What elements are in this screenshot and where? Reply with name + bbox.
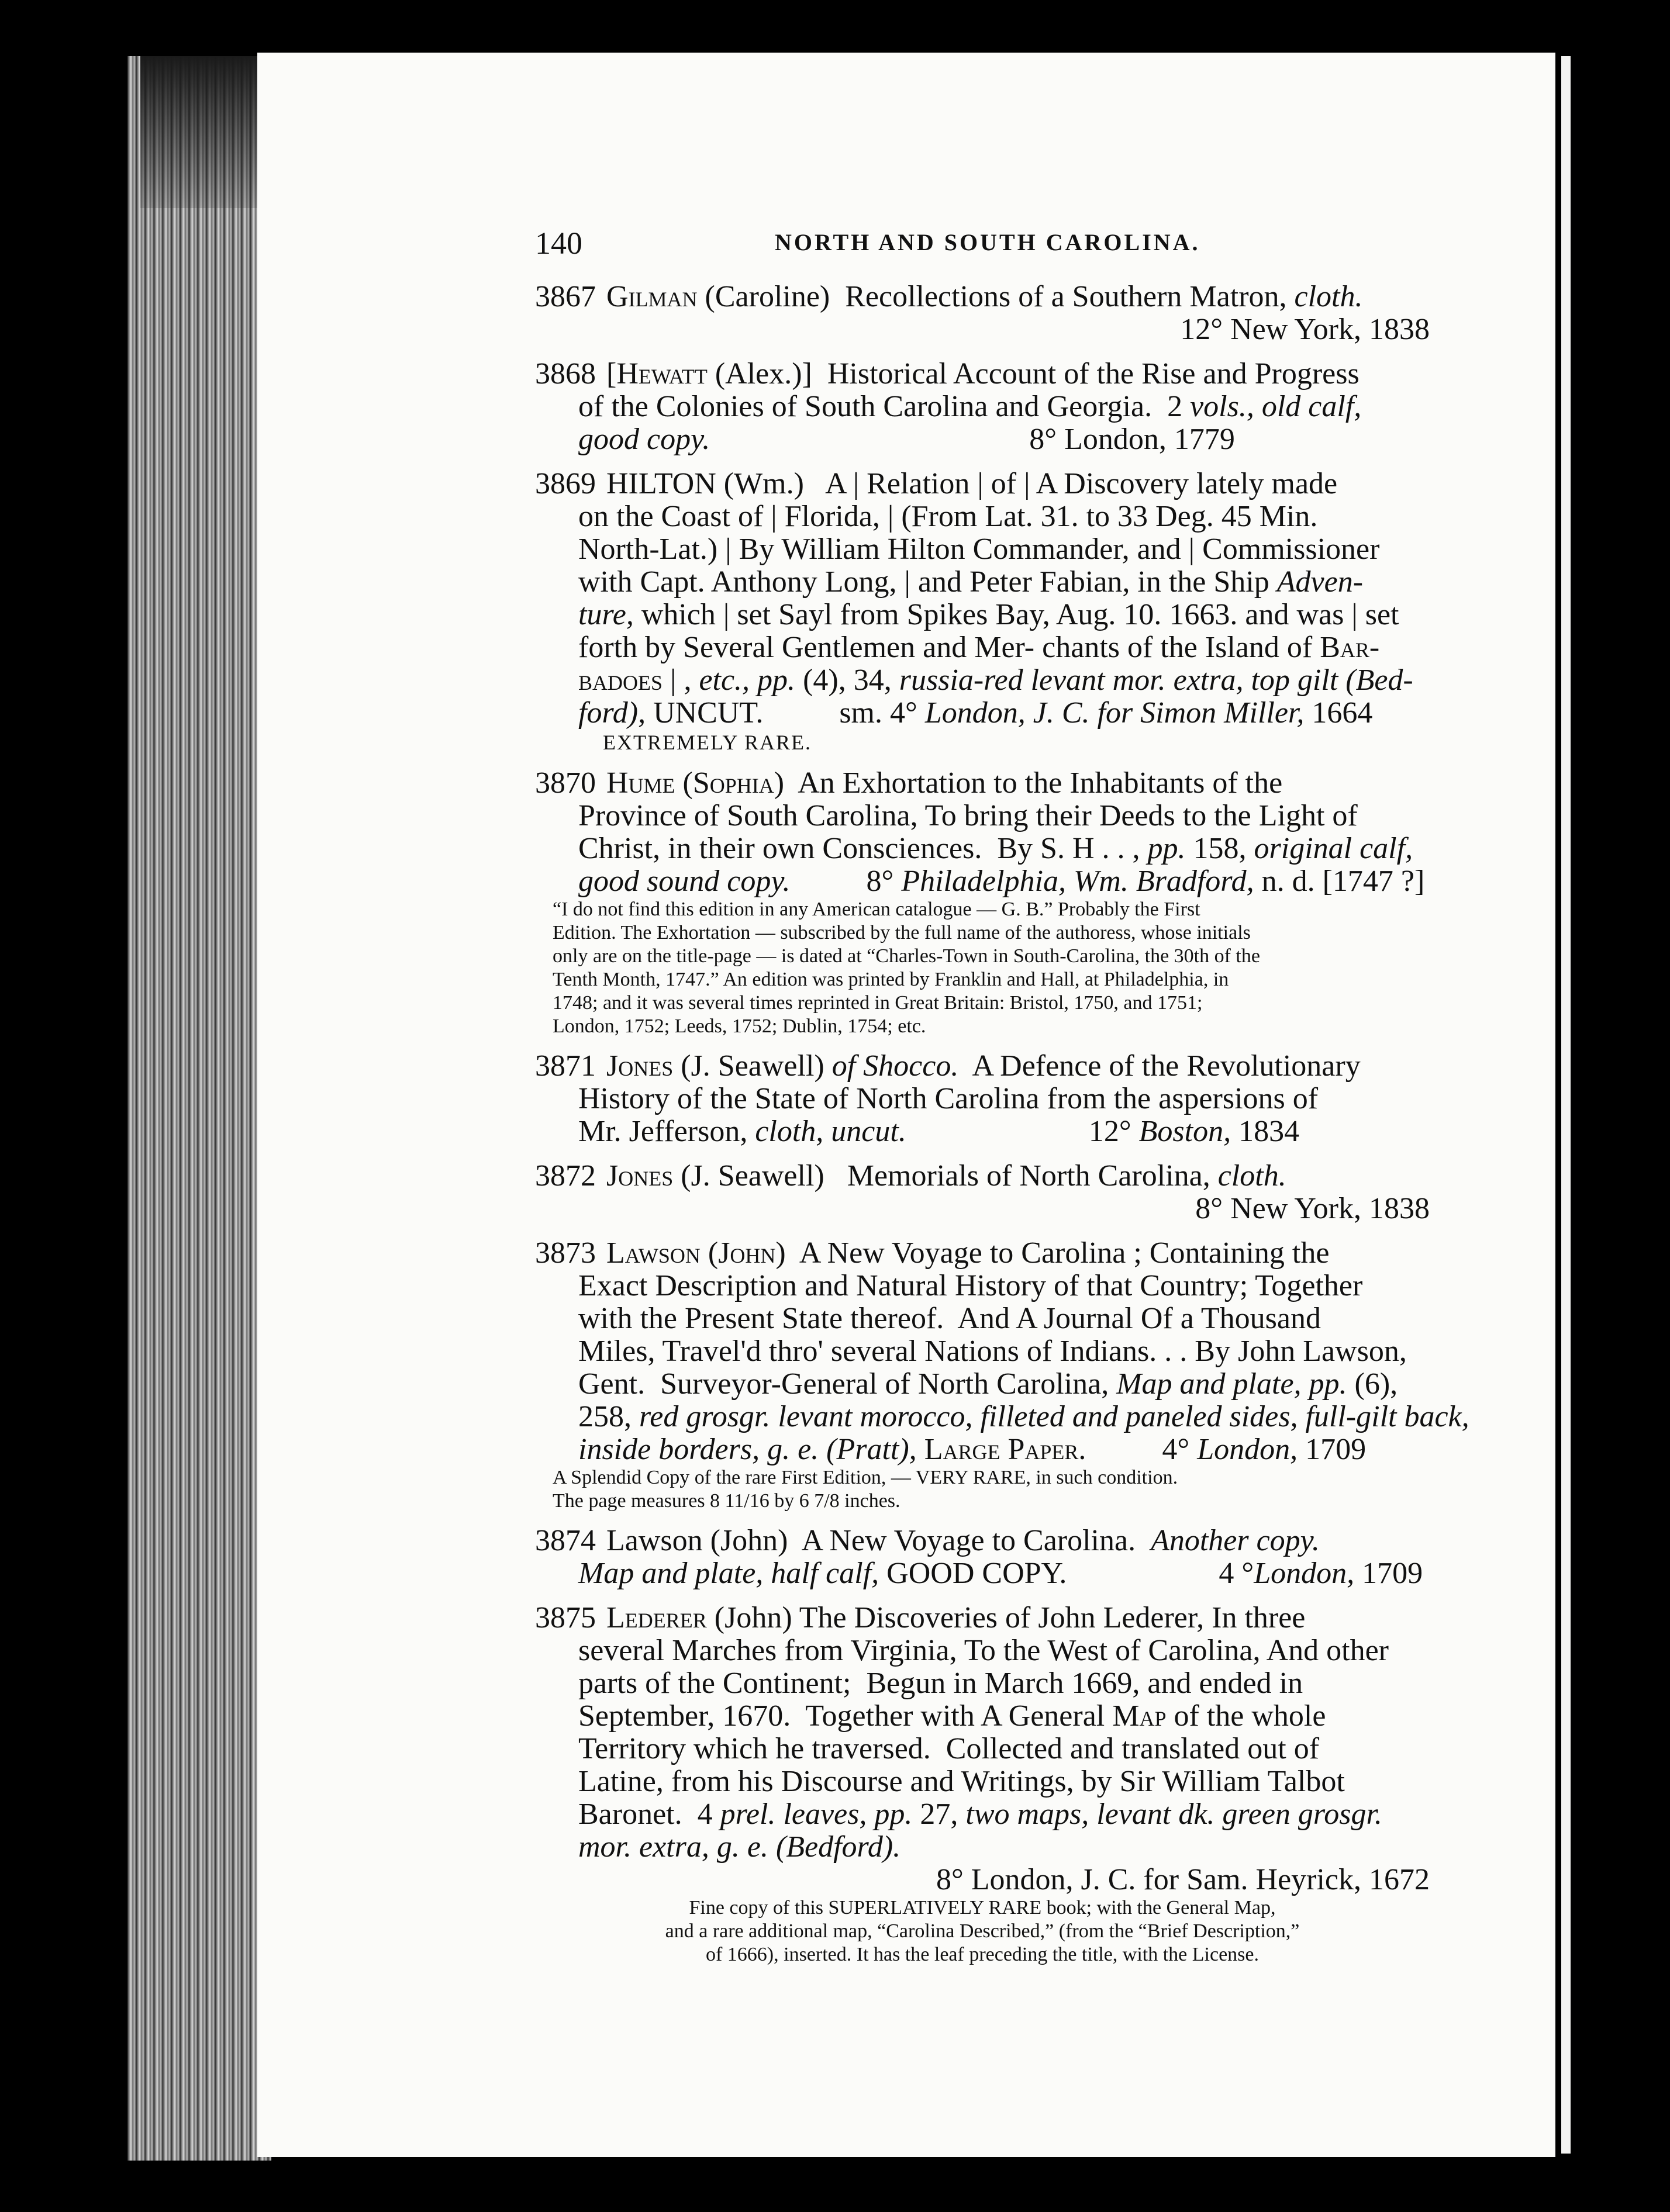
entry-line bbox=[535, 1050, 1430, 1083]
entry-line bbox=[535, 1270, 1430, 1302]
entry-line bbox=[535, 1368, 1430, 1401]
entry-text: which | set Sayl from Spikes Bay, Aug. 10. 1663. and was | set bbox=[633, 598, 1399, 631]
lot-number: 3875 bbox=[535, 1601, 596, 1634]
entry-text: Jones bbox=[606, 1159, 674, 1193]
entry-text: Gent. Surveyor-General of North Carolina, bbox=[578, 1367, 1117, 1401]
imprint: 8° London, J. C. for Sam. Heyrick, 1672 bbox=[936, 1863, 1430, 1896]
entry-text: mor. extra, g. e. (Bedford). bbox=[578, 1830, 901, 1864]
entry-text: 1709 bbox=[1298, 1433, 1367, 1466]
entry-text: Philadelphia, Wm. Bradford, bbox=[901, 865, 1254, 898]
book-edge-shadow bbox=[140, 56, 263, 208]
facing-page-edge bbox=[1561, 56, 1571, 2154]
entry-text: several Marches from Virginia, To the West of Carolina, And other bbox=[578, 1634, 1389, 1667]
entry-text: Another copy. bbox=[1151, 1524, 1320, 1557]
entry-line bbox=[535, 865, 1430, 898]
entry-line bbox=[535, 767, 1430, 800]
entry-text: London, J. C. for Simon Miller, bbox=[924, 696, 1305, 730]
entry-line bbox=[535, 697, 1430, 730]
entry-text: cloth, uncut. bbox=[755, 1115, 906, 1148]
entry-text: original calf, bbox=[1254, 832, 1413, 865]
entry-text: on the Coast of | Florida, | (From Lat. 31. to 33 Deg. 45 Min. bbox=[578, 500, 1318, 533]
entry-text: Exact Description and Natural History of that Country; Together bbox=[578, 1269, 1363, 1302]
bibliographic-note: The page measures 8 11/16 by 6 7/8 inches. bbox=[553, 1490, 900, 1512]
entry-line bbox=[535, 500, 1430, 533]
bibliographic-note: Tenth Month, 1747.” An edition was printed by Franklin and Hall, at Philadelphia, in bbox=[553, 969, 1229, 990]
entry-text: 1834 bbox=[1231, 1115, 1300, 1148]
page-number: 140 bbox=[535, 226, 582, 261]
entry-text: 1709 bbox=[1354, 1557, 1423, 1590]
entry-text: (4), 34, bbox=[795, 663, 899, 697]
catalogue-entry bbox=[535, 281, 1430, 346]
entry-text: n. d. [1747 ?] bbox=[1254, 865, 1425, 898]
entry-line bbox=[535, 631, 1430, 664]
entry-text: GOOD COPY. 4 ° bbox=[879, 1557, 1254, 1590]
condition-note: and a rare additional map, “Carolina Described,” (from the “Brief Description,” bbox=[665, 1920, 1300, 1942]
catalogue-entry bbox=[535, 1160, 1430, 1225]
entry-text: Mr. Jefferson, bbox=[578, 1115, 755, 1148]
entry-text: with the Present State thereof. And A Journal Of a Thousand bbox=[578, 1302, 1321, 1335]
catalogue-entry bbox=[535, 1236, 1469, 1513]
entry-text: (Caroline) Recollections of a Southern Matron, bbox=[697, 280, 1295, 313]
entry-line bbox=[535, 1302, 1430, 1335]
entry-text: Latine, from his Discourse and Writings, by Sir William Talbot bbox=[578, 1765, 1345, 1798]
bibliographic-note: only are on the title-page — is dated at “Charles-Town in South-Carolina, the 30th of the bbox=[553, 945, 1260, 967]
entry-text: forth by Several Gentlemen and Mer- chants of the Island of bbox=[578, 631, 1320, 664]
entry-text: Map and plate, pp. bbox=[1116, 1367, 1347, 1401]
catalogue-entry bbox=[535, 358, 1430, 456]
entry-text: Lawson (John) bbox=[606, 1236, 786, 1270]
entry-text: 1664 bbox=[1304, 696, 1373, 730]
entry-line bbox=[535, 1400, 1469, 1433]
entry-text: Bar- bbox=[1320, 631, 1380, 664]
entry-line bbox=[535, 468, 1430, 500]
entry-text: (J. Seawell) bbox=[673, 1049, 832, 1083]
entry-line bbox=[535, 1160, 1430, 1193]
running-head bbox=[535, 225, 1436, 266]
lot-number: 3869 bbox=[535, 467, 596, 500]
entry-line bbox=[535, 358, 1430, 390]
entry-text: An Exhortation to the Inhabitants of the bbox=[784, 766, 1283, 800]
entry-text: (John) The Discoveries of John Lederer, In three bbox=[706, 1601, 1306, 1634]
entry-text: red grosgr. levant morocco, filleted and paneled sides, full-gilt back, bbox=[639, 1400, 1469, 1433]
imprint: 12° New York, 1838 bbox=[1180, 313, 1430, 346]
entry-text: 12° bbox=[906, 1115, 1139, 1148]
entry-text: UNCUT. sm. 4° bbox=[646, 696, 925, 730]
page-title: NORTH AND SOUTH CAROLINA. bbox=[775, 229, 1200, 255]
entry-line bbox=[535, 1335, 1430, 1368]
entry-text: vols., old calf, bbox=[1190, 390, 1362, 423]
entry-line bbox=[535, 1700, 1430, 1733]
lot-number: 3871 bbox=[535, 1049, 596, 1083]
entry-line bbox=[535, 1667, 1430, 1700]
entry-text: pp. bbox=[1147, 832, 1186, 865]
lot-number: 3872 bbox=[535, 1159, 596, 1193]
entry-text: Province of South Carolina, To bring their Deeds to the Light of bbox=[578, 799, 1358, 832]
entry-text: Baronet. 4 bbox=[578, 1798, 720, 1831]
condition-note: of 1666), inserted. It has the leaf preceding the title, with the License. bbox=[705, 1944, 1259, 1965]
entry-text: September, 1670. Together with A General bbox=[578, 1699, 1113, 1733]
lot-number: 3868 bbox=[535, 357, 596, 390]
entry-text: Gilman bbox=[606, 280, 698, 313]
entry-text: Lawson (John) A New Voyage to Carolina. bbox=[606, 1524, 1151, 1557]
entry-line bbox=[535, 1083, 1430, 1115]
catalogue-entries bbox=[535, 280, 1469, 1978]
entry-text: prel. leaves, pp. bbox=[720, 1798, 913, 1831]
entry-text: [Hewatt bbox=[606, 357, 708, 390]
entry-text: Hume (Sophia) bbox=[606, 766, 785, 800]
entry-line bbox=[535, 832, 1430, 865]
entry-text: North-Lat.) | By William Hilton Commander, and | Commissioner bbox=[578, 533, 1380, 566]
entry-text: A Defence of the Revolutionary bbox=[958, 1049, 1361, 1083]
entry-line bbox=[535, 1115, 1430, 1148]
catalogue-entry bbox=[535, 1050, 1430, 1148]
entry-text bbox=[917, 1433, 924, 1466]
entry-line bbox=[535, 599, 1430, 631]
entry-text: Miles, Travel'd thro' several Nations of Indians. . . By John Lawson, bbox=[578, 1335, 1407, 1368]
entry-line bbox=[535, 281, 1430, 313]
entry-text: 27, bbox=[912, 1798, 966, 1831]
entry-text: Territory which he traversed. Collected and translated out of bbox=[578, 1732, 1320, 1765]
entry-text: 8° bbox=[790, 865, 902, 898]
entry-line bbox=[535, 1557, 1430, 1590]
entry-text: (J. Seawell) Memorials of North Carolina, bbox=[673, 1159, 1218, 1193]
entry-line bbox=[535, 1765, 1430, 1798]
lot-number: 3873 bbox=[535, 1236, 596, 1270]
entry-text: | , bbox=[663, 663, 699, 697]
entry-text: etc., pp. bbox=[699, 663, 796, 697]
entry-text: Map bbox=[1112, 1699, 1167, 1733]
lot-number: 3874 bbox=[535, 1524, 596, 1557]
lot-number: 3867 bbox=[535, 280, 596, 313]
entry-text: HILTON (Wm.) A | Relation | of | A Discovery lately made bbox=[606, 467, 1338, 500]
entry-text: parts of the Continent; Begun in March 1669, and ended in bbox=[578, 1667, 1303, 1700]
entry-text: 258, bbox=[578, 1400, 639, 1433]
book-page-edges bbox=[127, 56, 271, 2161]
entry-line bbox=[535, 1634, 1430, 1667]
entry-line bbox=[535, 800, 1430, 832]
entry-text: good copy. bbox=[578, 423, 710, 456]
lot-number: 3870 bbox=[535, 766, 596, 800]
entry-line bbox=[535, 1525, 1430, 1557]
entry-line bbox=[535, 423, 1430, 456]
catalogue-entry bbox=[535, 767, 1430, 1038]
entry-text: russia-red levant mor. extra, top gilt (Bed- bbox=[899, 663, 1413, 697]
entry-text: cloth. bbox=[1217, 1159, 1286, 1193]
entry-text: 158, bbox=[1185, 832, 1254, 865]
entry-text: of the whole bbox=[1166, 1699, 1326, 1733]
entry-text: badoes bbox=[578, 663, 663, 697]
entry-text: ture, bbox=[578, 598, 634, 631]
entry-text: Boston, bbox=[1138, 1115, 1231, 1148]
bibliographic-note: A Splendid Copy of the rare First Edition, — VERY RARE, in such condition. bbox=[553, 1467, 1178, 1488]
rarity-note: EXTREMELY RARE. bbox=[603, 731, 812, 754]
entry-text: cloth. bbox=[1294, 280, 1363, 313]
catalogue-entry bbox=[535, 1525, 1430, 1590]
entry-text: with Capt. Anthony Long, | and Peter Fabian, in the Ship bbox=[578, 565, 1277, 599]
entry-line bbox=[535, 1733, 1430, 1765]
entry-line bbox=[535, 1602, 1430, 1634]
entry-text: inside borders, g. e. (Pratt), bbox=[578, 1433, 917, 1466]
catalogue-entry bbox=[535, 1602, 1430, 1966]
entry-text: 8° London, 1779 bbox=[710, 423, 1235, 456]
entry-text: A New Voyage to Carolina ; Containing the bbox=[785, 1236, 1330, 1270]
entry-line bbox=[535, 1831, 1430, 1864]
entry-text: good sound copy. bbox=[578, 865, 791, 898]
entry-text: 4° bbox=[1086, 1433, 1198, 1466]
entry-text: of the Colonies of South Carolina and Georgia. 2 bbox=[578, 390, 1191, 423]
entry-line bbox=[535, 664, 1430, 697]
bibliographic-note: 1748; and it was several times reprinted in Great Britain: Bristol, 1750, and 1751; bbox=[553, 992, 1203, 1014]
bibliographic-note: London, 1752; Leeds, 1752; Dublin, 1754; etc. bbox=[553, 1015, 926, 1037]
entry-text: Adven- bbox=[1276, 565, 1364, 599]
entry-text: London, bbox=[1254, 1557, 1355, 1590]
entry-text: Lederer bbox=[606, 1601, 707, 1634]
entry-text: (Alex.)] Historical Account of the Rise and Progress bbox=[707, 357, 1360, 390]
entry-text: Christ, in their own Consciences. By S. H . . , bbox=[578, 832, 1148, 865]
bibliographic-note: Edition. The Exhortation — subscribed by the full name of the authoress, whose initials bbox=[553, 922, 1251, 943]
entry-text: Large Paper. bbox=[924, 1433, 1086, 1466]
entry-line bbox=[535, 390, 1430, 423]
entry-text: Map and plate, half calf, bbox=[578, 1557, 879, 1590]
entry-text: Jones bbox=[606, 1049, 674, 1083]
entry-line bbox=[535, 1433, 1430, 1466]
entry-text: (6), bbox=[1347, 1367, 1398, 1401]
entry-line bbox=[535, 533, 1430, 566]
entry-text: ford), bbox=[578, 696, 646, 730]
catalogue-entry bbox=[535, 468, 1430, 755]
imprint: 8° New York, 1838 bbox=[1195, 1192, 1430, 1225]
entry-line bbox=[535, 566, 1430, 599]
bibliographic-note: “I do not find this edition in any American catalogue — G. B.” Probably the First bbox=[553, 898, 1200, 920]
condition-note: Fine copy of this SUPERLATIVELY RARE book; with the General Map, bbox=[689, 1897, 1276, 1919]
entry-line bbox=[535, 1237, 1430, 1270]
entry-text: two maps, levant dk. green grosgr. bbox=[965, 1798, 1382, 1831]
entry-text: History of the State of North Carolina from the aspersions of bbox=[578, 1082, 1319, 1115]
entry-line bbox=[535, 1798, 1430, 1831]
entry-text: London, bbox=[1197, 1433, 1298, 1466]
entry-text: of Shocco. bbox=[831, 1049, 959, 1083]
